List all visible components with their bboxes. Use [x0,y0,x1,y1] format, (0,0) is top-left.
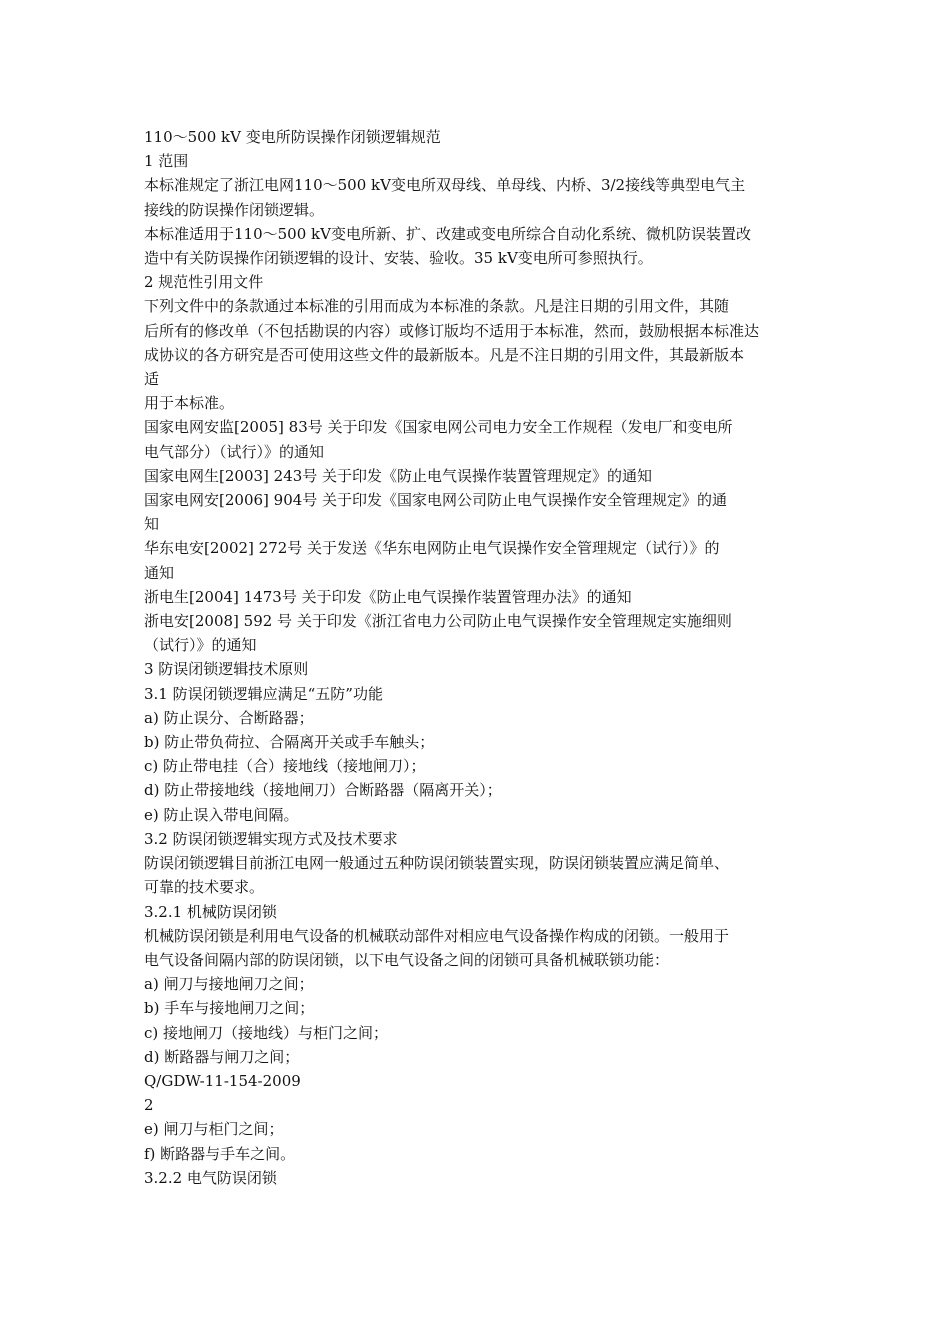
text-line: 机械防误闭锁是利用电气设备的机械联动部件对相应电气设备操作构成的闭锁。一般用于 [144,926,730,945]
text-line: e) 防止误入带电间隔。 [144,805,299,824]
text-line: 国家电网安监[2005] 83号 关于印发《国家电网公司电力安全工作规程（发电厂和变电所 [144,418,733,437]
text-line: 华东电安[2002] 272号 关于发送《华东电网防止电气误操作安全管理规定（试行）》的 [144,539,720,558]
text-line: 知 [144,515,160,534]
text-line: 国家电网生[2003] 243号 关于印发《防止电气误操作装置管理规定》的通知 [144,466,653,485]
text-line: d) 断路器与闸刀之间； [144,1047,300,1066]
text-line: 本标准规定了浙江电网110～500 kV变电所双母线、单母线、内桥、3/2接线等典型电气主 [144,176,746,195]
text-line: 通知 [144,563,175,582]
text-line: 适 [144,370,160,389]
text-line: 后所有的修改单（不包括勘误的内容）或修订版均不适用于本标准，然而，鼓励根据本标准达 [144,321,760,340]
text-line: 用于本标准。 [144,394,235,413]
text-line: 浙电生[2004] 1473号 关于印发《防止电气误操作装置管理办法》的通知 [144,587,632,606]
text-line: 3.2 防误闭锁逻辑实现方式及技术要求 [144,829,398,848]
text-line: 3.2.1 机械防误闭锁 [144,902,277,921]
text-line: c) 防止带电挂（合）接地线（接地闸刀）； [144,757,426,776]
text-line: 可靠的技术要求。 [144,878,265,897]
text-line: e) 闸刀与柜门之间； [144,1120,284,1139]
text-line: 本标准适用于110～500 kV变电所新、扩、改建或变电所综合自动化系统、微机防误装置改 [144,224,751,243]
text-line: 国家电网安[2006] 904号 关于印发《国家电网公司防止电气误操作安全管理规定》的通 [144,491,728,510]
text-line: 造中有关防误操作闭锁逻辑的设计、安装、验收。35 kV变电所可参照执行。 [144,249,653,268]
text-line: 2 [144,1096,154,1115]
text-line: 成协议的各方研究是否可使用这些文件的最新版本。凡是不注日期的引用文件，其最新版本 [144,345,745,364]
text-line: 防误闭锁逻辑目前浙江电网一般通过五种防误闭锁装置实现，防误闭锁装置应满足简单、 [144,854,730,873]
text-line: f) 断路器与手车之间。 [144,1144,296,1163]
text-line: a) 防止误分、合断路器； [144,708,314,727]
text-line: a) 闸刀与接地闸刀之间； [144,975,314,994]
text-line: 2 规范性引用文件 [144,273,264,292]
text-line: 浙电安[2008] 592 号 关于印发《浙江省电力公司防止电气误操作安全管理规定实施细则 [144,612,732,631]
text-line: b) 手车与接地闸刀之间； [144,999,315,1018]
text-line: 3.1 防误闭锁逻辑应满足“五防”功能 [144,684,383,703]
text-line: 3 防误闭锁逻辑技术原则 [144,660,309,679]
text-line: 电气设备间隔内部的防误闭锁，以下电气设备之间的闭锁可具备机械联锁功能： [144,950,670,969]
text-line: 110～500 kV 变电所防误操作闭锁逻辑规范 [144,128,441,146]
document-body [144,125,812,1190]
text-line: 3.2.2 电气防误闭锁 [144,1168,277,1187]
text-line: 下列文件中的条款通过本标准的引用而成为本标准的条款。凡是注日期的引用文件，其随 [144,297,730,316]
text-line: b) 防止带负荷拉、合隔离开关或手车触头； [144,733,435,752]
text-line: 电气部分）（试行）》的通知 [144,442,325,461]
text-line: Q/GDW-11-154-2009 [144,1071,301,1090]
text-line: （试行）》的通知 [144,636,257,655]
text-line: 接线的防误操作闭锁逻辑。 [144,200,325,219]
text-line: c) 接地闸刀（接地线）与柜门之间； [144,1023,389,1042]
text-line: d) 防止带接地线（接地闸刀）合断路器（隔离开关）； [144,781,502,800]
text-line: 1 范围 [144,152,189,171]
